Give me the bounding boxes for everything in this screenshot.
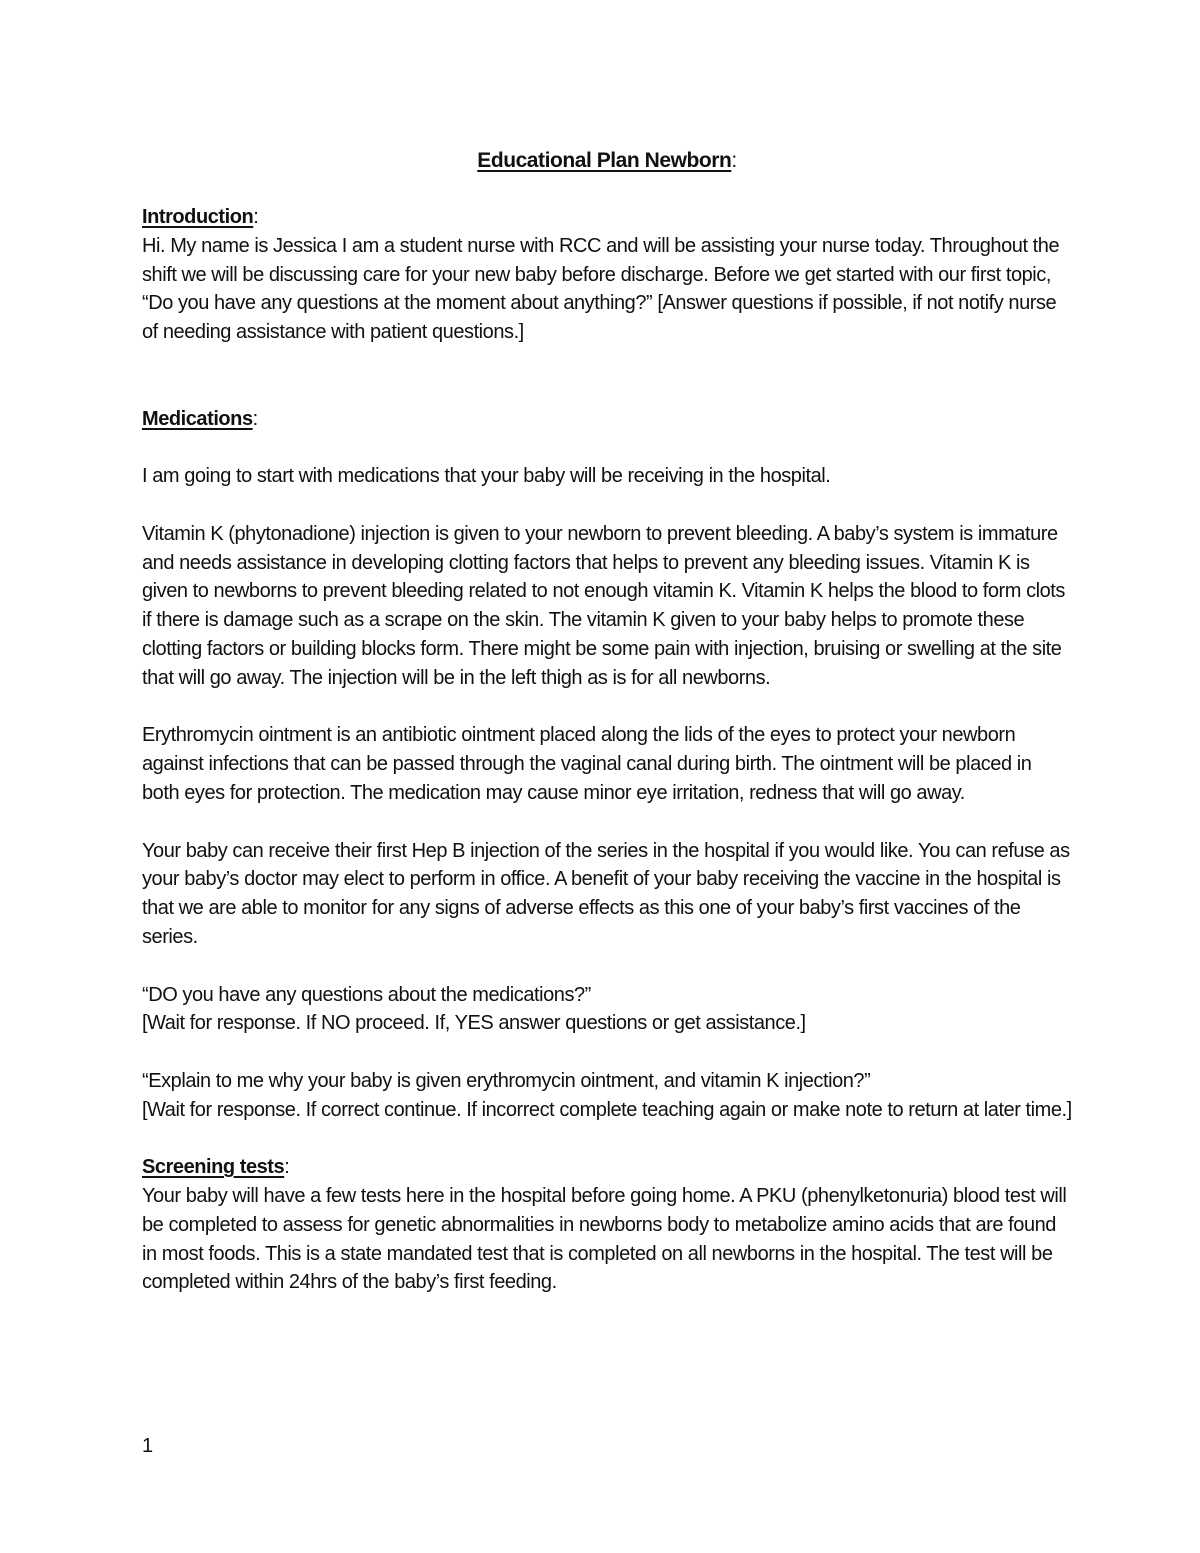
document-title-text: Educational Plan Newborn (477, 149, 732, 172)
vitamin-k-paragraph: Vitamin K (phytonadione) injection is given to your newborn to prevent bleeding. A baby’s system is immature and needs assistance in developing clotting factors that helps to prevent any bleeding issues. Vitamin K is given to newborns to prevent bleeding related to not enough vitamin K. Vitamin K helps the blood to form clots if there is damage such as a scrape on the skin. The vitamin K given to your baby helps to promote these clotting factors or building blocks form. There might be some pain with injection, bruising or swelling at the site that will go away. The injection will be in the left thigh as is for all newborns. (142, 522, 1065, 689)
medications-heading (142, 405, 1072, 434)
medications-heading-colon: : (252, 407, 258, 430)
medications-instruction-1: [Wait for response. If NO proceed. If, YES answer questions or get assistance.] (142, 1012, 806, 1035)
screening-paragraph: Your baby will have a few tests here in the hospital before going home. A PKU (phenylketonuria) blood test will be completed to assess for genetic abnormalities in newborns body to metabolize amino acids that are found in most foods. This is a state mandated test that is completed on all newborns in the hospital. The test will be completed within 24hrs of the baby’s first feeding. (142, 1185, 1067, 1294)
medications-question-2: “Explain to me why your baby is given erythromycin ointment, and vitamin K injection?” (142, 1069, 871, 1092)
screening-heading (142, 1153, 1072, 1182)
medications-question-1: “DO you have any questions about the medications?” (142, 983, 591, 1006)
screening-heading-colon: : (284, 1156, 290, 1179)
introduction-paragraph: Hi. My name is Jessica I am a student nurse with RCC and will be assisting your nurse today. Throughout the shift we will be discussing care for your new baby before discharge. Before we get started with our first topic, “Do you have any questions at the moment about anything?” [Answer questions if possible, if not notify nurse of needing assistance with patient questions.] (142, 234, 1060, 344)
introduction-heading (142, 203, 1072, 232)
page-number: 1 (142, 1435, 154, 1457)
erythromycin-paragraph: Erythromycin ointment is an antibiotic ointment placed along the lids of the eyes to protect your newborn against infections that can be passed through the vaginal canal during birth. The ointment will be placed in both eyes for protection. The medication may cause minor eye irritation, redness that will go away. (142, 724, 1032, 804)
document-title-colon: : (731, 149, 737, 172)
document-body (142, 146, 1072, 1297)
introduction-heading-colon: : (253, 206, 259, 228)
introduction-heading-text: Introduction (142, 206, 254, 228)
document-title (142, 146, 1072, 176)
medications-intro-paragraph: I am going to start with medications that your baby will be receiving in the hospital. (142, 465, 831, 488)
hep-b-paragraph: Your baby can receive their first Hep B injection of the series in the hospital if you would like. You can refuse as your baby’s doctor may elect to perform in office. A benefit of your baby receiving the vaccine in the hospital is that we are able to monitor for any signs of adverse effects as this one of your baby’s first vaccines of the series. (142, 839, 1070, 948)
screening-heading-text: Screening tests (142, 1156, 285, 1179)
medications-heading-text: Medications (142, 407, 253, 430)
medications-instruction-2: [Wait for response. If correct continue. If incorrect complete teaching again or make note to return at later time.] (142, 1098, 1072, 1121)
